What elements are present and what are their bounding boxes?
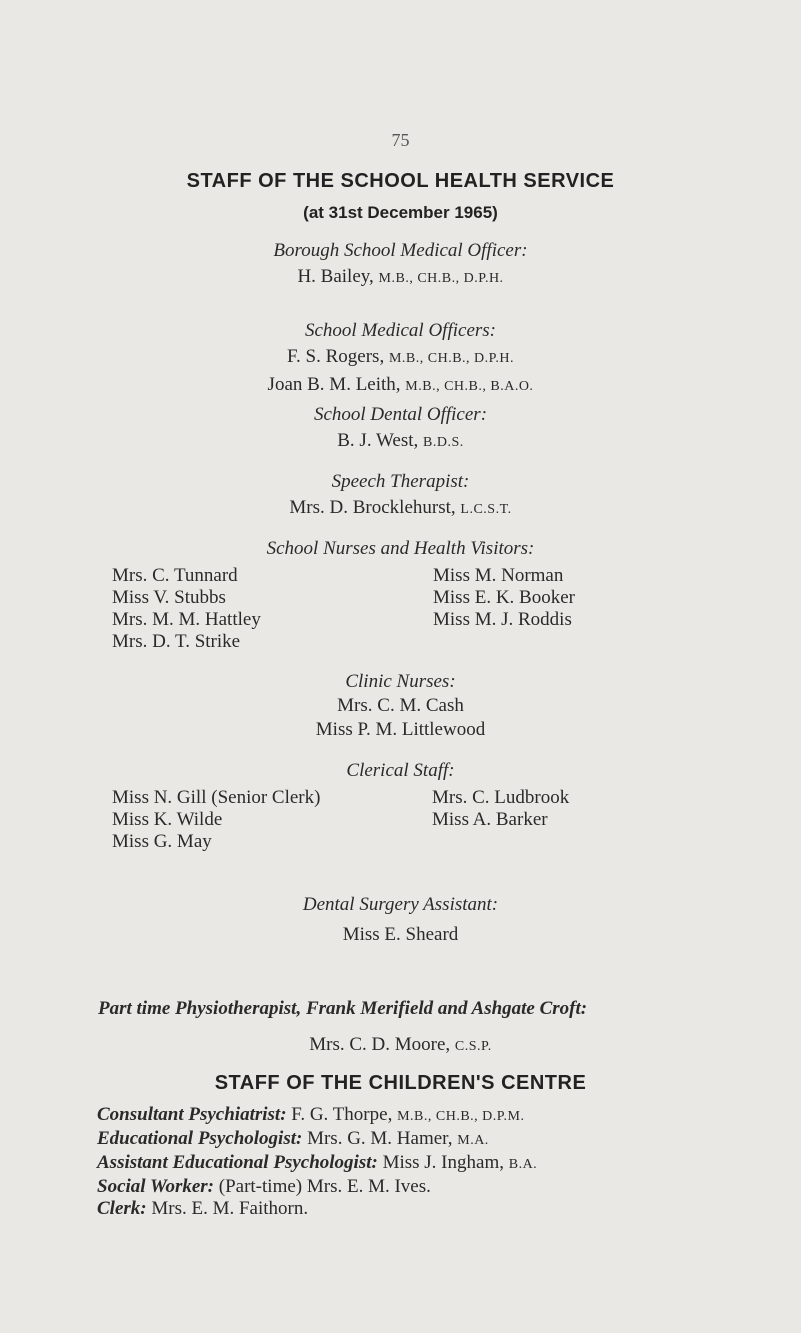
page-number: 75 [391,130,410,150]
list-item: Mrs. D. T. Strike [112,631,241,652]
section-title: School Medical Officers: [304,320,496,341]
nurses-section [0,536,801,562]
staff-row [97,1152,537,1176]
person-name: Joan B. M. Leith, [267,374,401,395]
qualifications: M.B., CH.B., D.P.H. [388,351,514,366]
list-item: Miss G. May [112,831,212,852]
person-name: F. S. Rogers, [287,346,385,367]
section-title: Dental Surgery Assistant: [302,894,499,915]
childrens-centre-list [97,1104,537,1220]
list-item: Miss N. Gill (Senior Clerk) [112,787,321,808]
list-item: Miss A. Barker [432,809,548,830]
qualifications: C.S.P. [454,1039,492,1054]
qualifications: M.B., CH.B., B.A.O. [405,379,534,394]
borough-smo-section [0,238,801,292]
person-name: Mrs. G. M. Hamer, [307,1128,453,1149]
staff-row [97,1198,537,1220]
person-name: B. J. West, [337,430,419,451]
section-title: School Dental Officer: [313,404,488,425]
list-item: Mrs. C. M. Cash [337,695,464,716]
list-item: Miss M. J. Roddis [433,609,572,630]
role-label: Clerk: [97,1198,147,1219]
person-name: Mrs. D. Brocklehurst, [289,497,456,518]
list-item: Mrs. M. M. Hattley [112,609,261,630]
speech-section [0,469,801,523]
nurses-right-column [433,565,575,631]
person-name: H. Bailey, [297,266,374,287]
role-label: Educational Psychologist: [97,1128,303,1149]
list-item: Miss P. M. Littlewood [315,719,486,740]
clerical-section [0,758,801,784]
person-name: (Part-time) Mrs. E. M. Ives. [218,1176,431,1197]
person-name: Mrs. C. D. Moore, [309,1034,451,1055]
role-label: Social Worker: [97,1176,214,1197]
section-title: School Nurses and Health Visitors: [266,538,535,559]
person-name: F. G. Thorpe, [291,1104,393,1125]
page-subtitle: (at 31st December 1965) [303,203,498,222]
person-line [0,372,801,400]
staff-row [97,1128,537,1152]
clinic-section [0,670,801,742]
staff-row [97,1104,537,1128]
nurses-left-column [112,565,261,653]
page-title: STAFF OF THE SCHOOL HEALTH SERVICE [186,170,615,192]
person-name: Miss E. Sheard [342,924,459,945]
qualifications: B.D.S. [423,435,464,450]
smos-section [0,318,801,400]
childrens-centre-title: STAFF OF THE CHILDREN'S CENTRE [214,1072,587,1094]
qualifications: M.B., CH.B., D.P.H. [378,271,504,286]
dsa-section [0,890,801,950]
role-label: Consultant Psychiatrist: [97,1104,287,1125]
list-item: Miss K. Wilde [112,809,223,830]
staff-row [97,1176,537,1198]
role-label: Assistant Educational Psychologist: [97,1152,378,1173]
physio-person [0,1034,801,1056]
section-title: Clerical Staff: [346,760,455,781]
qualifications: M.A. [457,1133,489,1148]
section-title: Clinic Nurses: [345,671,456,692]
person-name: Mrs. E. M. Faithorn. [151,1198,309,1219]
list-item: Mrs. C. Ludbrook [432,787,570,808]
person-name: Miss J. Ingham, [382,1152,504,1173]
list-item: Miss V. Stubbs [112,587,226,608]
clerical-right-column [432,787,569,831]
dental-section [0,402,801,456]
qualifications: M.B., CH.B., D.P.M. [397,1109,525,1124]
physio-title: Part time Physiotherapist, Frank Merifield and Ashgate Croft: [98,998,588,1019]
clerical-left-column [112,787,320,853]
list-item: Miss E. K. Booker [433,587,575,608]
person-line [0,344,801,372]
qualifications: B.A. [508,1157,538,1172]
list-item: Mrs. C. Tunnard [112,565,238,586]
section-title: Borough School Medical Officer: [273,240,528,261]
list-item: Miss M. Norman [433,565,564,586]
section-title: Speech Therapist: [331,471,470,492]
qualifications: L.C.S.T. [460,502,512,517]
